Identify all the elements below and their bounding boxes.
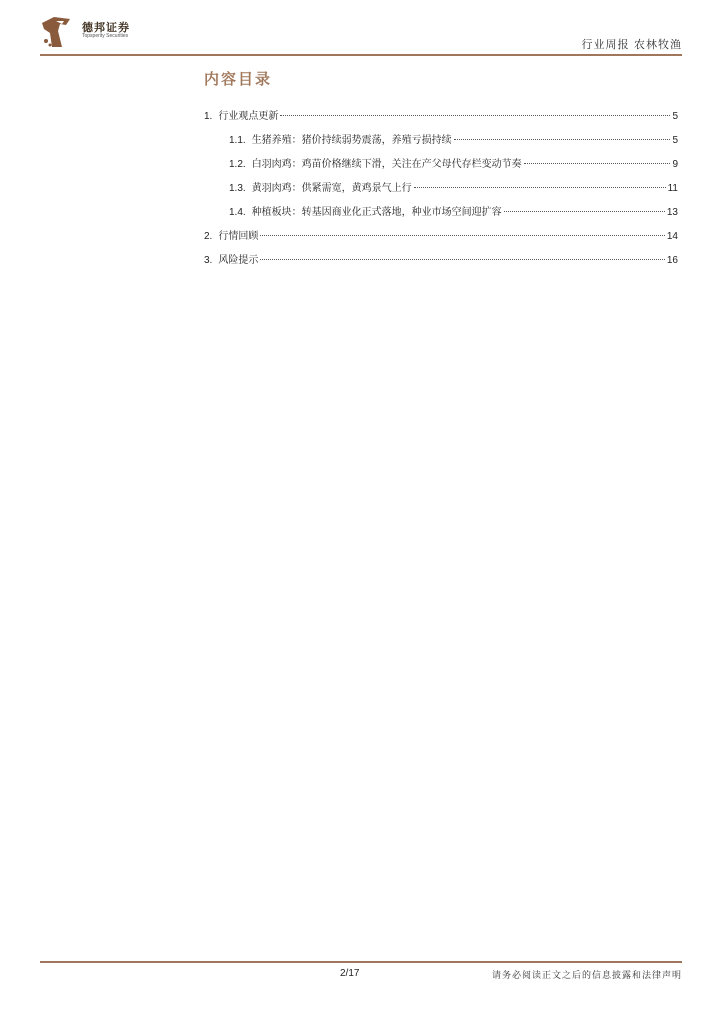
toc-leader-dots [504,211,665,212]
toc-item-page: 5 [672,111,678,122]
company-name-en: Topsperity Securities [82,33,129,39]
toc-item-2[interactable] [204,225,678,249]
toc-item-number: 1.2. [229,159,246,170]
toc-item-text: 种植板块：转基因商业化正式落地，种业市场空间迎扩容 [251,207,502,218]
disclaimer-note: 请务必阅读正文之后的信息披露和法律声明 [491,971,682,981]
toc-item-page: 5 [672,135,678,146]
toc-item-number: 1.1. [229,135,246,146]
toc-item-1-1[interactable] [204,129,678,153]
toc-leader-dots [524,163,671,164]
toc-leader-dots [260,259,665,260]
toc-item-text: 白羽肉鸡：鸡苗价格继续下滑，关注在产父母代存栏变动节奏 [251,159,522,170]
table-of-contents [204,105,678,273]
company-name-cn: 德邦证券 [82,21,130,34]
toc-item-number: 3. [204,255,213,266]
page-header [0,0,724,60]
company-logo-icon [40,15,74,49]
toc-item-page: 14 [666,231,678,242]
toc-item-1-2[interactable] [204,153,678,177]
toc-item-1-3[interactable] [204,177,678,201]
toc-item-text: 黄羽肉鸡：供紧需宽，黄鸡景气上行 [251,183,412,194]
toc-leader-dots [414,187,666,188]
toc-item-1[interactable] [204,105,678,129]
toc-item-page: 11 [667,183,678,194]
toc-title: 内容目录 [204,70,273,88]
toc-item-text: 行业观点更新 [218,111,279,122]
toc-item-page: 16 [666,255,678,266]
toc-item-1-4[interactable] [204,201,678,225]
footer-divider [40,961,682,963]
toc-item-3[interactable] [204,249,678,273]
toc-item-number: 1. [204,111,213,122]
toc-item-number: 1.3. [229,183,246,194]
toc-item-number: 2. [204,231,213,242]
toc-item-text: 风险提示 [218,255,259,266]
header-divider [40,54,682,56]
toc-item-page: 9 [672,159,678,170]
toc-item-text: 生猪养殖：猪价持续弱势震荡，养殖亏损持续 [251,135,452,146]
page-number: 2/17 [340,968,360,979]
toc-item-text: 行情回顾 [218,231,259,242]
toc-leader-dots [280,115,670,116]
report-category: 行业周报 农林牧渔 [581,38,682,51]
toc-item-number: 1.4. [229,207,246,218]
toc-leader-dots [260,235,665,236]
toc-leader-dots [454,139,671,140]
toc-item-page: 13 [666,207,678,218]
